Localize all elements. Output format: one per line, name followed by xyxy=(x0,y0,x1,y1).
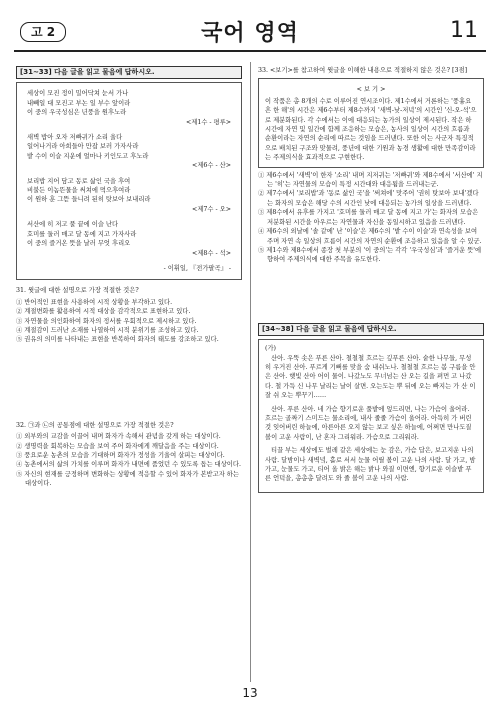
instruction-34-38: [34~38] 다음 글을 읽고 물음에 답하시오. xyxy=(258,323,484,336)
poem-line: 비불든 이놈뜬물을 써쳐에 먹으후여라 xyxy=(27,187,131,195)
answer-option: ① 제6수에서 '새벽'이 한자 '소리' 내며 지저귀는 '저빠귀'와 제8수에서 '서산에' 지는 '히'는 자연물의 모습이 특정 시간대와 대응됨을 드러내는군. xyxy=(258,171,483,189)
column-divider xyxy=(250,62,251,682)
answer-option: ⑤ 권유의 의미를 나타내는 표현을 반복하여 화자의 태도를 강조하고 있다. xyxy=(16,336,219,344)
question-32 xyxy=(16,421,242,489)
poem-line: 이 중의 즐거온 뜻을 날러 무엇 후리오 xyxy=(27,240,131,248)
poem-line: 일어나거라 아희들아 만잡 보러 가자사라 xyxy=(27,143,139,151)
answer-option: ④ 제6수의 외날에 '솔 같에' 난 '이슬'은 제6수의 '밭 수이 이슬'과 연속성을 보여 주며 자연 속 일상의 흐름이 시간의 자연의 순환에 조응하고 있음을 알 수 있군. xyxy=(258,228,482,245)
passage-label: (가) xyxy=(265,345,276,353)
question-32-options xyxy=(16,432,242,488)
left-column xyxy=(16,66,242,489)
bogi-text: 이 작품은 총 8개의 수로 이루어진 연시조이다. 제1수에서 거론하는 '풍흉요흔 한 해'의 시간은 제6수부터 제8수까지 '새벽-낮-저녁'의 시간인 '신-오-석'으로 제분화된다. 각 수에서는 이에 대응되는 농가의 일상이 제시된다. 작은 하시간에 자연 및 일간에 함께 조응하는 모습은, 농사의 일상이 시간의 흐름과 순환이라는 자연의 순리에 따르는 것임을 드러낸다. 또한 이는 사군자 특징적으로 배치된 구조와 맞물려, 풍년에 대한 기원과 농경 생활에 대한 만족감이라는 주제의식을 효과적으로 구현한다. xyxy=(265,97,477,162)
poem-line: 밭 수이 이슬 지운에 얼마나 키인도고 후노라 xyxy=(27,152,149,160)
question-31 xyxy=(16,286,242,344)
passage-paragraph: 산아. 푸른 산아. 네 가슴 향기로운 풀밭에 엎드리면, 나는 가슴이 울어라. 흐르는 골짜기 스미드는 물소리에, 내사 줄줄 가슴이 울어라. 아득히 가 버린 것 잊어버린 하늘에, 아른아른 오지 않는 보고 싶은 하늘에, 어쩌면 만나도질 볼이 고운 사람이, 난 혼자 그리워라. 가슴으로 그리워라. xyxy=(265,405,472,441)
stanza-source: <제1수 - 평루> xyxy=(185,118,231,126)
answer-option: ③ 자연물을 의인화하여 화자의 정서를 우회적으로 제시하고 있다. xyxy=(16,317,197,325)
stanza-source: <제8수 - 석> xyxy=(192,249,231,257)
answer-option: ④ 계절감이 드러난 소재를 나열하여 시적 분위기를 조성하고 있다. xyxy=(16,326,199,334)
answer-option: ② 계절변화를 활용하여 시적 대상을 감각적으로 표현하고 있다. xyxy=(16,308,191,316)
answer-option: ⑤ 제1수와 제8수에서 종장 첫 부분의 '이 중의'는 각각 '우국성심'과 '즐거운 뜻'에 향하여 주제의식에 대한 주목을 유도한다. xyxy=(258,246,482,264)
subject-title: 국어 영역 xyxy=(201,21,299,46)
instruction-31-33: [31~33] 다음 글을 읽고 물음에 답하시오. xyxy=(16,66,242,79)
question-33-options xyxy=(258,171,484,265)
answer-option: ① 외부와의 교감을 이끌어 내며 화자가 속해서 관념을 갖게 하는 대상이다. xyxy=(16,433,221,441)
passage-paragraph: 산아. 우뚝 솟은 푸른 산아. 철철철 흐르는 깊푸른 산아. 숱한 나무들, 무성히 우거진 산아. 푸르게 기뻐를 맞을 숨 내쉬노나. 철철철 흐르는 봄 구름을 안은 산아. 햇빛 산아 어이 물이. 나갔노도 무너넘는 산 오는 길을 펴먼 고 나갔다. 철 가득 신 나무 날리는 날이 살면. 오는도는 뿌 뒤에 오는 빠지는 가 산 이 잘 쉬 오는 뿌꾸기…… xyxy=(265,354,476,400)
answer-option: ⑤ 자신의 현재를 긍정하며 변화하는 상황에 적응할 수 있어 화자가 본받고자 하는 대상이다. xyxy=(16,470,239,488)
bogi-label: < 보 기 > xyxy=(356,86,386,94)
poem-author: - 이휘일, 『전가팔곡』 - xyxy=(163,264,231,272)
poem-stanzas xyxy=(27,89,231,264)
footer-page-number: 13 xyxy=(242,686,258,700)
poem-line: 보리밥 지어 담고 동로 삶인 국을 후여 xyxy=(27,177,131,185)
passage-box xyxy=(258,339,484,493)
poem-line: 내빼일 대 모진고 부논 일 부수 앞이라 xyxy=(27,99,131,107)
stanza-source: <제7수 - 오> xyxy=(192,205,231,213)
question-33 xyxy=(258,66,484,265)
header-page-number: 11 xyxy=(450,18,478,43)
question-32-title: 32. ㉠과 ㉡의 공통점에 대한 설명으로 가장 적절한 것은? xyxy=(16,421,174,429)
passage-paragraph: 티끌 부는 세상에도 벌레 같은 세상에는 눈 감은, 가슴 답은, 보고지운 나의 사람. 달밤이나 새벽녘, 홀로 서서 눈물 어릴 볼이 고운 나의 사람. 달 가고, 밤 가고, 눈물도 가고, 티어 올 밝은 해는 밝나 와질 이면엔, 향기로운 이슬밭 푸른 언덕을, 총총총 달려도 와 줄 볼이 고운 나의 사람. xyxy=(265,447,476,483)
page-header xyxy=(14,10,486,52)
question-31-title: 31. 윗글에 대한 설명으로 가장 적절한 것은? xyxy=(16,287,139,295)
answer-option: ③ 제8수에서 유후를 가지고 '호미를 둘러 매고 달 동에 지고 가'는 화자의 모습은 저분화된 시간을 아우르는 자연물과 자신을 동일시하고 있음을 드러낸다. xyxy=(258,209,479,226)
question-33-title: 33. <보기>를 참고하여 윗글을 이해한 내용으로 적절하지 않은 것은? [3점] xyxy=(258,67,468,74)
stanza-source: <제6수 - 산> xyxy=(192,162,231,170)
answer-option: ④ 농촌에서의 삶의 가치를 이루며 화자가 내면에 품었던 수 있도록 돕는 대상이다. xyxy=(16,461,241,469)
poem-line: 세상이 모진 정이 밀어닥쳐 눈서 가나 xyxy=(27,90,129,98)
poem-line: 이 중의 우국성심은 년풍을 원후노라 xyxy=(27,109,127,117)
grade-badge: 고 2 xyxy=(20,22,66,42)
passage-text xyxy=(265,354,477,484)
answer-option: ③ 풍요로운 농촌의 모습을 기대하며 화자가 정성을 기울여 살피는 대상이다. xyxy=(16,451,225,459)
poem-line: 서산에 히 저고 풀 끝에 이슬 난다 xyxy=(27,221,119,229)
poem-line: 이 원하 훈 그뜯 들니려 된히 탓보아 보내리라 xyxy=(27,196,151,204)
poem-box xyxy=(16,82,242,280)
answer-option: ② 제7수에서 '보리밥'과 '동로 삶인 국'을 '써쳐에' 맛주어 '권히 탓보아 보내'겠다는 화자의 모습은 해당 수의 시간인 낮에 대응되는 농가의 일상을 드러낸다. xyxy=(258,190,479,207)
right-column xyxy=(258,66,484,493)
question-31-options xyxy=(16,298,242,345)
poem-line: 새벽 밥아 오자 저빠귀가 소리 울다 xyxy=(27,134,123,142)
poem-line: 호미를 둘러 매고 달 동에 지고 가자사라 xyxy=(27,230,137,238)
answer-option: ① 반어적인 표현을 사용하여 시적 상황을 부각하고 있다. xyxy=(16,298,173,306)
answer-option: ② 생명력을 회복하는 모습을 보여 주어 화자에게 깨달음을 주는 대상이다. xyxy=(16,442,219,450)
bogi-box xyxy=(258,78,484,167)
